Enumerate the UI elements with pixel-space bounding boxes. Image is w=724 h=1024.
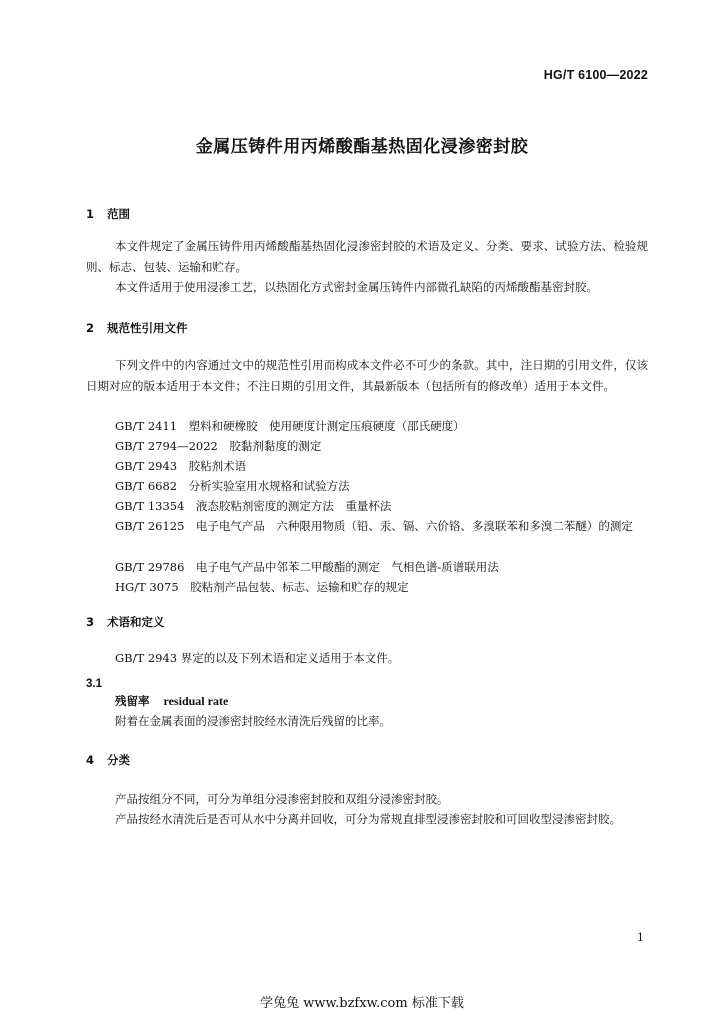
normative-reference: GB/T 2794—2022 胶黏剂黏度的测定 — [115, 439, 322, 453]
section-title: 分类 — [107, 753, 130, 767]
document-title: 金属压铸件用丙烯酸酯基热固化浸渗密封胶 — [195, 137, 529, 157]
section-1-paragraph-2: 本文件适用于使用浸渗工艺，以热固化方式密封金属压铸件内部微孔缺陷的丙烯酸酯基密封胶。 — [115, 280, 598, 294]
normative-reference: GB/T 2411 塑料和硬橡胶 使用硬度计测定压痕硬度（邵氏硬度） — [115, 419, 465, 433]
normative-reference: GB/T 13354 液态胶粘剂密度的测定方法 重量杯法 — [115, 499, 392, 513]
normative-reference: GB/T 6682 分析实验室用水规格和试验方法 — [115, 479, 350, 493]
section-4-paragraph-1: 产品按组分不同，可分为单组分浸渗密封胶和双组分浸渗密封胶。 — [115, 792, 449, 806]
normative-reference: GB/T 26125 电子电气产品 六种限用物质（铅、汞、镉、六价铬、多溴联苯和多溴二苯醚）的测定 — [115, 519, 633, 533]
section-number: 4 — [86, 753, 95, 767]
normative-reference: GB/T 2943 胶粘剂术语 — [115, 459, 247, 473]
section-title: 规范性引用文件 — [107, 321, 188, 335]
section-number: 3 — [86, 615, 95, 629]
term-number: 3.1 — [86, 678, 102, 690]
section-number: 1 — [86, 207, 95, 221]
term-english: residual rate — [163, 694, 229, 708]
section-4-paragraph-2: 产品按经水清洗后是否可从水中分离并回收，可分为常规直排型浸渗密封胶和可回收型浸渗密封胶。 — [115, 812, 621, 826]
term-entry — [115, 693, 228, 709]
section-1-heading — [86, 206, 130, 222]
section-2-paragraph-1: 下列文件中的内容通过文中的规范性引用而构成本文件必不可少的条款。其中，注日期的引用文件，仅该日期对应的版本适用于本文件；不注日期的引用文件，其最新版本（包括所有的修改单）适用于本文件。 — [86, 358, 648, 393]
section-title: 术语和定义 — [107, 615, 165, 629]
section-number: 2 — [86, 321, 95, 335]
normative-reference: HG/T 3075 胶粘剂产品包装、标志、运输和贮存的规定 — [115, 580, 409, 594]
footer-watermark: 学兔兔 www.bzfxw.com 标准下载 — [260, 996, 464, 1011]
term-definition: 附着在金属表面的浸渗密封胶经水清洗后残留的比率。 — [115, 714, 391, 728]
section-3-paragraph-1: GB/T 2943 界定的以及下列术语和定义适用于本文件。 — [115, 651, 400, 665]
section-3-heading — [86, 614, 165, 630]
section-title: 范围 — [107, 207, 130, 221]
page-number: 1 — [637, 931, 644, 944]
term-chinese: 残留率 — [115, 694, 150, 708]
normative-reference: GB/T 29786 电子电气产品中邻苯二甲酸酯的测定 气相色谱-质谱联用法 — [115, 560, 499, 574]
section-4-heading — [86, 752, 130, 768]
section-1-paragraph-1: 本文件规定了金属压铸件用丙烯酸酯基热固化浸渗密封胶的术语及定义、分类、要求、试验方法、检验规则、标志、包装、运输和贮存。 — [86, 239, 648, 274]
standard-code: HG/T 6100—2022 — [543, 68, 648, 82]
section-2-heading — [86, 320, 188, 336]
